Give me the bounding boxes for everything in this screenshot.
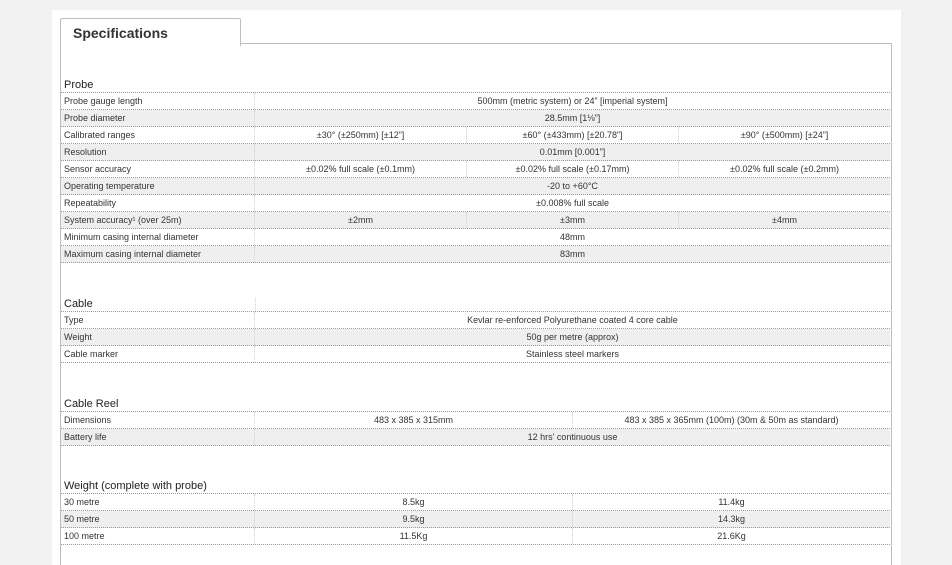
row-value: 50g per metre (approx) (526, 332, 619, 342)
section-title-cable-reel: Cable Reel (61, 396, 890, 412)
section-header-cable (61, 296, 890, 312)
row-values (255, 329, 890, 345)
column-divider (255, 298, 256, 311)
row-label: 50 metre (61, 511, 255, 527)
table-row (61, 127, 890, 144)
row-value: ±0.02% full scale (±0.2mm) (678, 161, 890, 177)
row-value: 11.5Kg (399, 531, 428, 541)
reel-section (61, 396, 890, 446)
table-row (61, 212, 890, 229)
cable-section (61, 296, 890, 363)
table-row (61, 511, 890, 528)
row-label: Battery life (61, 429, 255, 445)
table-row (61, 494, 890, 511)
table-row (61, 110, 890, 127)
table-row (61, 528, 890, 545)
table-row (61, 144, 890, 161)
cable-rows (61, 312, 890, 363)
row-values (255, 178, 890, 194)
row-values (255, 93, 890, 109)
row-values (255, 144, 890, 160)
row-values (255, 412, 890, 428)
row-values (255, 110, 890, 126)
row-values (255, 511, 890, 527)
row-value: ±90° (±500mm) [±24”] (678, 127, 890, 143)
table-row (61, 178, 890, 195)
row-label: Cable marker (61, 346, 255, 362)
spec-sheet (52, 10, 901, 565)
row-value: ±2mm (348, 215, 373, 225)
table-row (61, 412, 890, 429)
row-values (255, 312, 890, 328)
reel-rows (61, 412, 890, 446)
row-value: 483 x 385 x 365mm (100m) (30m & 50m as standard) (572, 412, 890, 428)
table-row (61, 429, 890, 446)
row-value: 28.5mm [1⅛”] (544, 113, 601, 123)
table-row (61, 93, 890, 110)
row-values (255, 346, 890, 362)
row-value: 483 x 385 x 315mm (373, 415, 454, 425)
table-row (61, 246, 890, 263)
weight-rows (61, 494, 890, 545)
row-label: 100 metre (61, 528, 255, 544)
row-value: 8.5kg (402, 497, 425, 507)
weight-section (61, 478, 890, 545)
table-row (61, 195, 890, 212)
row-label: Sensor accuracy (61, 161, 255, 177)
tab-bar (52, 10, 901, 46)
row-label: 30 metre (61, 494, 255, 510)
row-label: Operating temperature (61, 178, 255, 194)
row-values (255, 528, 890, 544)
row-label: Maximum casing internal diameter (61, 246, 255, 262)
row-value: Stainless steel markers (525, 349, 620, 359)
section-title-weight: Weight (complete with probe) (61, 478, 890, 494)
row-values (255, 212, 890, 228)
row-label: System accuracy¹ (over 25m) (61, 212, 255, 228)
probe-rows (61, 93, 890, 263)
row-value: 48mm (559, 232, 585, 242)
row-value: ±60° (±433mm) [±20.78”] (466, 127, 678, 143)
row-value: ±3mm (466, 212, 678, 228)
row-value: 12 hrs' continuous use (527, 432, 618, 442)
section-title-cable: Cable (64, 298, 93, 310)
row-value: Kevlar re-enforced Polyurethane coated 4 core cable (467, 315, 678, 325)
row-value: 11.4kg (572, 494, 890, 510)
row-label: Repeatability (61, 195, 255, 211)
row-value: ±0.008% full scale (536, 198, 609, 208)
row-label: Probe gauge length (61, 93, 255, 109)
tab-baseline (241, 43, 892, 44)
row-values (255, 127, 890, 143)
table-row (61, 346, 890, 363)
row-label: Weight (61, 329, 255, 345)
row-values (255, 429, 890, 445)
row-value: 0.01mm [0.001”] (539, 147, 606, 157)
row-value: ±0.02% full scale (±0.1mm) (306, 164, 415, 174)
row-value: ±30° (±250mm) [±12”] (316, 130, 405, 140)
probe-section (61, 77, 890, 263)
frame-right-border (891, 43, 892, 565)
row-value: 14.3kg (572, 511, 890, 527)
table-row (61, 312, 890, 329)
row-values (255, 195, 890, 211)
row-value: 83mm (559, 249, 585, 259)
row-value: -20 to +60°C (547, 181, 598, 191)
row-label: Minimum casing internal diameter (61, 229, 255, 245)
row-label: Resolution (61, 144, 255, 160)
row-label: Type (61, 312, 255, 328)
row-value: 21.6Kg (572, 528, 890, 544)
row-label: Dimensions (61, 412, 255, 428)
row-label: Calibrated ranges (61, 127, 255, 143)
row-values (255, 494, 890, 510)
row-values (255, 246, 890, 262)
table-row (61, 161, 890, 178)
row-label: Probe diameter (61, 110, 255, 126)
row-value: 500mm (metric system) or 24” [imperial system] (477, 96, 668, 106)
table-row (61, 329, 890, 346)
row-values (255, 229, 890, 245)
row-value: ±0.02% full scale (±0.17mm) (466, 161, 678, 177)
row-value: ±4mm (678, 212, 890, 228)
section-title-probe: Probe (61, 77, 890, 93)
table-row (61, 229, 890, 246)
row-value: 9.5kg (402, 514, 425, 524)
tab-specifications[interactable]: Specifications (60, 18, 241, 46)
row-values (255, 161, 890, 177)
